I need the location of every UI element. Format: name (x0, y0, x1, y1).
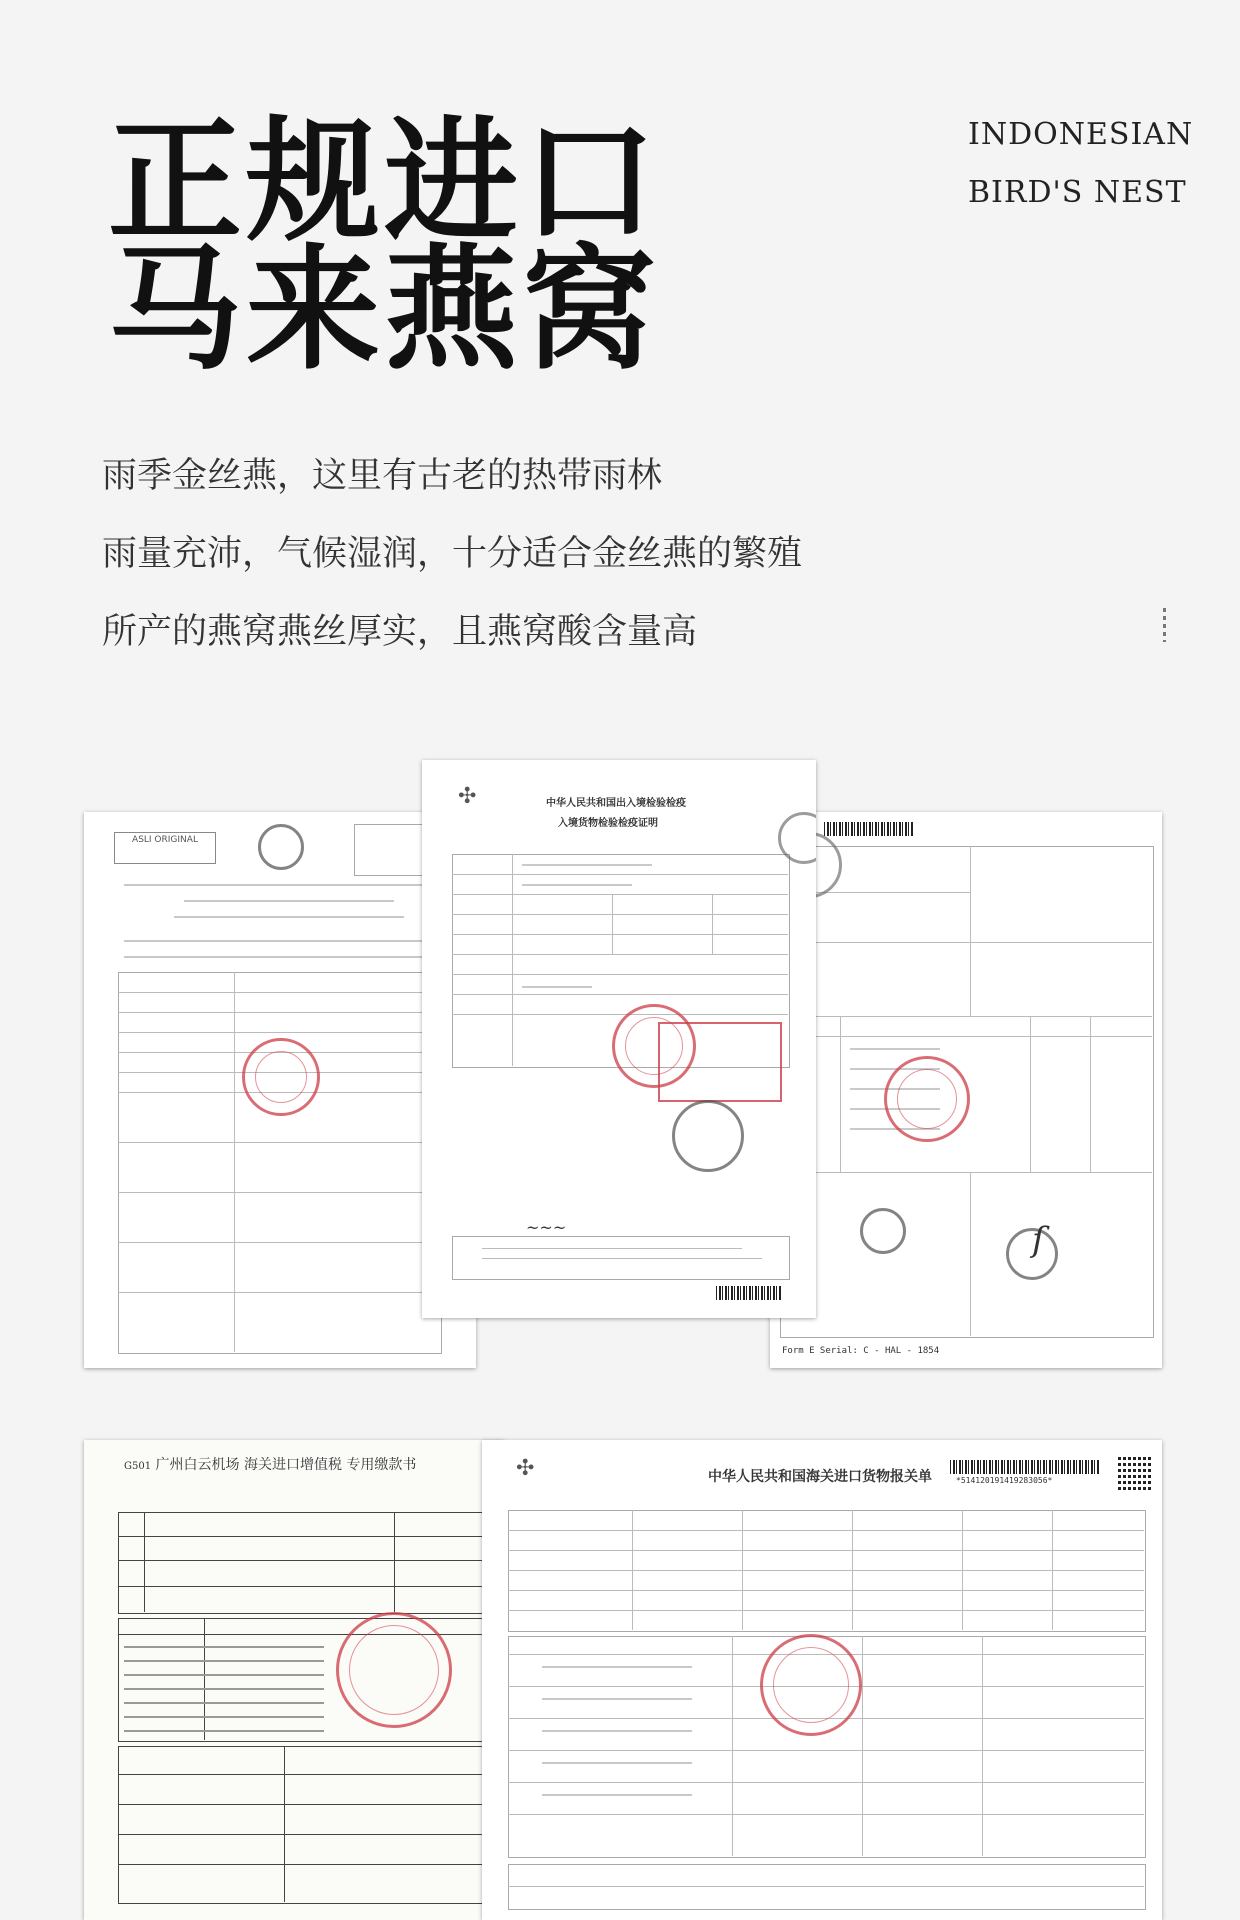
rule (124, 1674, 324, 1676)
rule (522, 986, 592, 988)
signature: ſ (1032, 1220, 1045, 1260)
rule (850, 1048, 940, 1050)
issuing-office-stamp (860, 1208, 906, 1254)
rule (862, 1636, 863, 1856)
rule (1090, 1016, 1091, 1172)
rule (512, 854, 513, 1066)
inspection-title-line-2: 入境货物检验检疫证明 (558, 818, 658, 829)
rule (522, 884, 632, 886)
inspection-official-seal (672, 1100, 744, 1172)
rule (124, 1660, 324, 1662)
rule (508, 1570, 1144, 1571)
rule (508, 1550, 1144, 1551)
declaration-number: *514120191419283056* (956, 1476, 1053, 1485)
tagline-2: 雨量充沛，气候湿润，十分适合金丝燕的繁殖 (102, 534, 803, 574)
hero-title (108, 104, 661, 388)
scroll-indicator (1163, 608, 1166, 642)
customs-declaration-title: 中华人民共和国海关进口货物报关单 (708, 1469, 932, 1485)
rule (204, 1618, 205, 1740)
rule (118, 1192, 440, 1193)
rule (712, 894, 713, 954)
brand-text (968, 106, 1193, 222)
barcode (950, 1460, 1100, 1474)
header-fields-table (508, 1510, 1146, 1632)
rule (982, 1636, 983, 1856)
origin-certificate-document (770, 812, 1162, 1368)
rule (124, 884, 444, 886)
rule (508, 1530, 1144, 1531)
original-stamp-label: ASLI ORIGINAL (132, 835, 198, 845)
rule (452, 934, 788, 935)
rule (482, 1248, 742, 1249)
red-seal-stamp (242, 1038, 320, 1116)
rule (852, 1510, 853, 1630)
form-serial: Form E Serial: C - HAL - 1854 (782, 1346, 940, 1356)
red-seal-stamp (336, 1612, 452, 1728)
rule (970, 846, 971, 1016)
declarant-table (508, 1864, 1146, 1910)
rule (508, 1610, 1144, 1611)
rule (118, 1834, 488, 1835)
rule (508, 1814, 1144, 1815)
rule (452, 994, 788, 995)
rule (780, 942, 1152, 943)
rule (508, 1750, 1144, 1751)
rule (118, 1804, 488, 1805)
rule (284, 1746, 285, 1902)
rule (780, 1172, 1152, 1173)
rule (118, 1774, 488, 1775)
rule (118, 1864, 488, 1865)
customs-emblem-icon: ✣ (516, 1456, 535, 1481)
rule (732, 1636, 733, 1856)
rule (452, 954, 788, 955)
rule (452, 1014, 788, 1015)
barcode (824, 822, 914, 836)
rule (542, 1762, 692, 1764)
rule (970, 1172, 971, 1336)
rule (522, 864, 652, 866)
brand-line-2: BIRD'S NEST (968, 175, 1187, 210)
rule (962, 1510, 963, 1630)
tax-receipt-code: G501 (124, 1461, 152, 1472)
rule (742, 1510, 743, 1630)
tax-receipt-title-text: 广州白云机场 海关进口增值税 专用缴款书 (155, 1457, 417, 1473)
red-seal-stamp (760, 1634, 862, 1736)
rule (508, 1886, 1144, 1887)
rule (1052, 1510, 1053, 1630)
rule (184, 900, 394, 902)
hero-title-line-2: 马来燕窝 (108, 232, 661, 388)
inspection-certificate-document (422, 760, 816, 1318)
rule (124, 956, 444, 958)
rule (452, 874, 788, 875)
rule (124, 1716, 324, 1718)
rule (118, 1032, 440, 1033)
tax-receipt-document (84, 1440, 504, 1920)
rule (124, 1646, 324, 1648)
hero-title-line-1: 正规进口 (108, 104, 661, 260)
payer-table (118, 1512, 490, 1614)
rule (118, 992, 440, 993)
barcode (716, 1286, 782, 1300)
rule (118, 1292, 440, 1293)
rule (508, 1782, 1144, 1783)
rule (632, 1510, 633, 1630)
signature: ~~~ (526, 1218, 567, 1237)
rule (174, 916, 404, 918)
rule (144, 1512, 145, 1612)
original-stamp-box (114, 832, 216, 864)
rule (1030, 1016, 1031, 1172)
certificate-table (118, 972, 442, 1354)
tax-receipt-title (124, 1454, 416, 1474)
rule (780, 1036, 1152, 1037)
rule (118, 1536, 488, 1537)
rule (118, 1242, 440, 1243)
rule (394, 1512, 395, 1612)
import-special-seal (658, 1022, 782, 1102)
rule (780, 1016, 1152, 1017)
rule (118, 1012, 440, 1013)
tagline-1: 雨季金丝燕，这里有古老的热带雨林 (102, 456, 663, 496)
rule (840, 1016, 841, 1172)
rule (234, 972, 235, 1352)
brand-line-1: INDONESIAN (968, 117, 1194, 152)
inspection-emblem-icon: ✣ (458, 784, 477, 809)
rule (508, 1590, 1144, 1591)
rule (452, 894, 788, 895)
rule (124, 1730, 324, 1732)
rule (124, 940, 444, 942)
rule (542, 1666, 692, 1668)
rule (612, 894, 613, 954)
rule (118, 1142, 440, 1143)
rule (118, 1560, 488, 1561)
rule (542, 1794, 692, 1796)
customs-declaration-document (482, 1440, 1162, 1920)
vet-certificate-document (84, 812, 476, 1368)
rule (452, 974, 788, 975)
rule (124, 1688, 324, 1690)
rule (124, 1702, 324, 1704)
qr-code (1118, 1456, 1152, 1490)
garuda-emblem (258, 824, 304, 870)
rule (542, 1698, 692, 1700)
payment-table (118, 1746, 490, 1904)
rule (542, 1730, 692, 1732)
rule (118, 1586, 488, 1587)
red-seal-stamp (884, 1056, 970, 1142)
rule (482, 1258, 762, 1259)
inspection-title-line-1: 中华人民共和国出入境检验检疫 (546, 798, 686, 809)
tagline-3: 所产的燕窝燕丝厚实，且燕窝酸含量高 (102, 612, 698, 652)
rule (452, 914, 788, 915)
